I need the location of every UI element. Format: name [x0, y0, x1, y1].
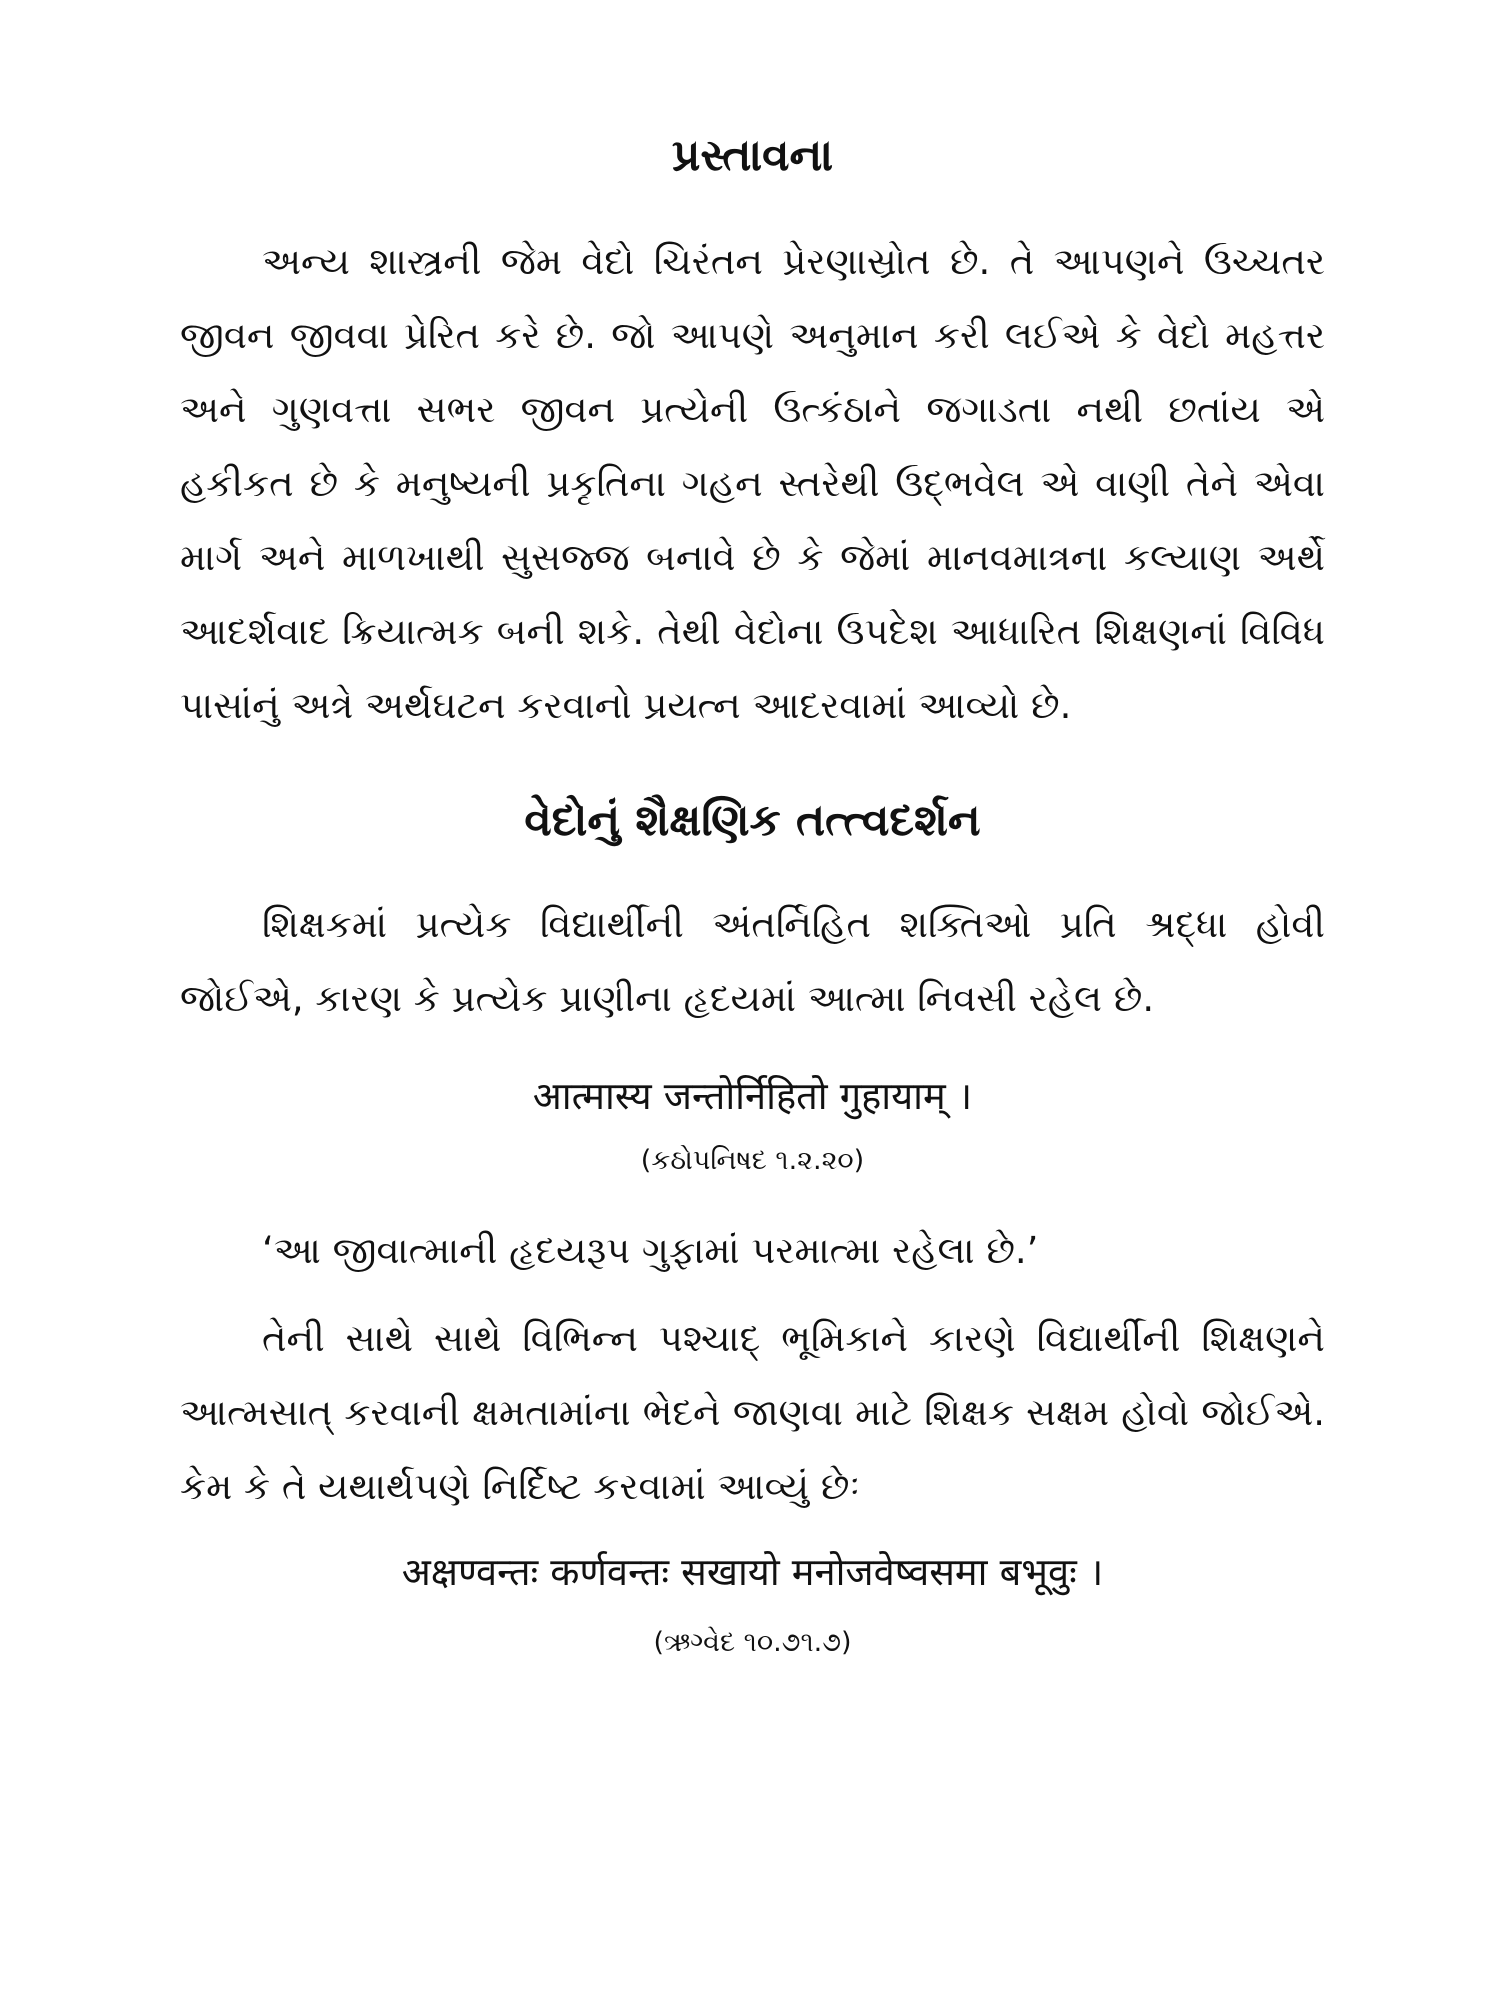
philosophy-heading: વેદોનું શૈક્ષણિક તત્ત્વદર્શન: [524, 794, 981, 846]
sanskrit-verse-1: आत्मास्य जन्तोर्निहितो गुहायाम् ।: [532, 1073, 973, 1118]
intro-heading: પ્રસ્તાવના: [671, 130, 834, 181]
verse-1-source: (કઠોપનિષદ ૧.૨.૨૦): [640, 1144, 865, 1176]
intro-paragraph: અન્ય શાસ્ત્રની જેમ વેદો ચિરંતન પ્રેરણાસ્રોત છે. તે આપણને ઉચ્ચતર જીવન જીવવા પ્રેરિત કરે છે. જો આપણે અનુમાન કરી લઈએ કે વેદો મહત્તર અને ગુણવત્તા સભર જીવન પ્રત્યેની ઉત્કંઠાને જગાડતા નથી છતાંય એ હકીકત છે કે મનુષ્યની પ્રકૃતિના ગહન સ્તરેથી ઉદ્ભવેલ એ વાણી તેને એવા માર્ગ અને માળખાથી સુસજ્જ બનાવે છે કે જેમાં માનવમાત્રના કલ્યાણ અર્થે આદર્શવાદ ક્રિયાત્મક બની શકે. તેથી વેદોના ઉપદેશ આધારિત શિક્ષણનાં વિવિધ પાસાંનું અત્રે અર્થઘટન કરવાનો પ્રયત્ન આદરવામાં આવ્યો છે.: [180, 239, 1325, 727]
verse-2-source: (ઋગ્વેદ ૧૦.૭૧.૭): [653, 1627, 852, 1659]
document-page: [180, 130, 1325, 1661]
philosophy-paragraph-2: તેની સાથે સાથે વિભિન્ન પશ્ચાદ્ ભૂમિકાને કારણે વિદ્યાર્થીની શિક્ષણને આત્મસાત્ કરવાની ક્ષમતામાંના ભેદને જાણવા માટે શિક્ષક સક્ષમ હોવો જોઈએ. કેમ કે તે યથાર્થપણે નિર્દિષ્ટ કરવામાં આવ્યું છેઃ: [180, 1317, 1325, 1509]
verse-1-translation: ‘આ જીવાત્માની હૃદયરૂપ ગુફામાં પરમાત્મા રહેલા છે.’: [262, 1229, 1039, 1273]
sanskrit-verse-2: अक्षण्वन्तः कर्णवन्तः सखायो मनोजवेष्वसमा बभूवुः ।: [401, 1550, 1104, 1595]
philosophy-paragraph-1: શિક્ષકમાં પ્રત્યેક વિદ્યાર્થીની અંતર્નિહિત શક્તિઓ પ્રતિ શ્રદ્ધા હોવી જોઈએ, કારણ કે પ્રત્યેક પ્રાણીના હૃદયમાં આત્મા નિવસી રહેલ છે.: [180, 902, 1325, 1020]
